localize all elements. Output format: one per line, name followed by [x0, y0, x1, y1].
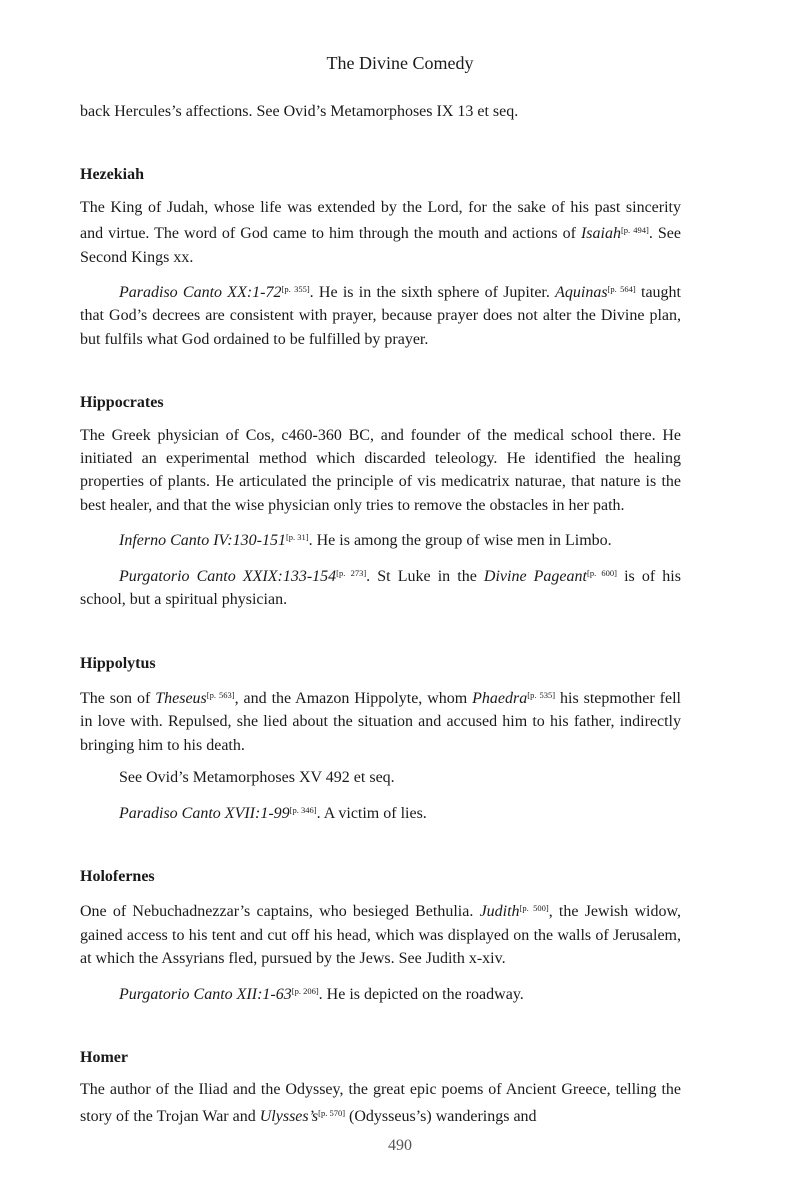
entry-heading-hippocrates: Hippocrates — [80, 394, 164, 412]
page-reference: [p. 500] — [519, 903, 549, 914]
hezekiah-paragraph: The King of Judah, whose life was extended by the Lord, for the sake of his past sincerity and virtue. The word of God came to him through the mouth and actions of Isaiah[p. 494]. See Second Kings xx. — [80, 198, 681, 266]
page-reference: [p. 31] — [285, 532, 309, 543]
hippocrates-paragraph: The Greek physician of Cos, c460-360 BC, and founder of the medical school there. He initiated an experimental method which discarded teleology. He identified the healing properties of plants. He articulated the principle of vis medicatrix naturae, that nature is the best healer, and that the wise physician only tries to remove the obstacles in her path. — [80, 426, 681, 514]
cross-reference-link[interactable]: Paradiso Canto XX:1-72 — [119, 284, 282, 302]
page-reference: [p. 346] — [289, 804, 317, 815]
hippocrates-citation-paragraph: Purgatorio Canto XXIX:133-154[p. 273]. St Luke in the Divine Pageant[p. 600] is of his school, but a spiritual physician. — [80, 567, 681, 609]
page-reference: [p. 570] — [318, 1107, 346, 1118]
cross-reference-link[interactable]: Ulysses’s — [259, 1107, 319, 1125]
hippolytus-paragraph: The son of Theseus[p. 563], and the Amazon Hippolyte, whom Phaedra[p. 535] his stepmother fell in love with. Repulsed, she lied about the situation and accused him to his father, indirectly bringing him to his death. — [80, 689, 681, 754]
cross-reference-link[interactable]: Paradiso Canto XVII:1-99 — [119, 804, 290, 822]
page-reference: [p. 563] — [206, 689, 235, 700]
page-reference: [p. 535] — [527, 689, 556, 700]
cross-reference-link[interactable]: Aquinas — [555, 284, 608, 302]
continued-paragraph: back Hercules’s affections. See Ovid’s Metamorphoses IX 13 et seq. — [80, 103, 519, 120]
cross-reference-link[interactable]: Judith — [479, 903, 520, 921]
hippolytus-citation-paragraph: Paradiso Canto XVII:1-99[p. 346]. A victim of lies. — [119, 804, 427, 822]
hezekiah-citation-paragraph: Paradiso Canto XX:1-72[p. 355]. He is in the sixth sphere of Jupiter. Aquinas[p. 564] taught that God’s decrees are consistent with prayer, because prayer does not alter the Divine plan, but fulfils what God ordained to be fulfilled by prayer. — [80, 284, 681, 348]
cross-reference-link[interactable]: Phaedra — [472, 689, 528, 707]
cross-reference-link[interactable]: Divine Pageant — [483, 567, 587, 585]
entry-heading-hezekiah: Hezekiah — [80, 166, 144, 184]
page-reference: [p. 494] — [620, 225, 649, 236]
cross-reference-link[interactable]: Purgatorio Canto XII:1-63 — [119, 985, 292, 1003]
entry-heading-homer: Homer — [80, 1048, 128, 1066]
page-reference: [p. 564] — [607, 284, 636, 295]
cross-reference-link[interactable]: Isaiah — [580, 225, 621, 243]
homer-paragraph: The author of the Iliad and the Odyssey, the great epic poems of Ancient Greece, telling the story of the Trojan War and Ulysses’s[p. 570] (Odysseus’s) wanderings and — [80, 1081, 681, 1125]
cross-reference-link[interactable]: Purgatorio Canto XXIX:133-154 — [119, 567, 337, 585]
cross-reference-link[interactable]: Inferno Canto IV:130-151 — [119, 532, 286, 550]
page-number: 490 — [388, 1137, 412, 1154]
page-reference: [p. 206] — [291, 985, 319, 996]
entry-heading-hippolytus: Hippolytus — [80, 654, 156, 672]
hippocrates-citation-paragraph: Inferno Canto IV:130-151[p. 31]. He is among the group of wise men in Limbo. — [119, 532, 612, 550]
holofernes-citation-paragraph: Purgatorio Canto XII:1-63[p. 206]. He is depicted on the roadway. — [119, 985, 524, 1003]
running-header: The Divine Comedy — [326, 53, 474, 73]
page-reference: [p. 600] — [586, 567, 617, 578]
page-reference: [p. 273] — [336, 567, 367, 578]
holofernes-paragraph: One of Nebuchadnezzar’s captains, who besieged Bethulia. Judith[p. 500], the Jewish widow, gained access to his tent and cut off his head, which was displayed on the walls of Jerusalem, at which the Assyrians fled, pursued by the Jews. See Judith x-xiv. — [80, 903, 681, 968]
cross-reference-link[interactable]: Theseus — [155, 689, 207, 707]
entry-heading-holofernes: Holofernes — [80, 867, 155, 885]
page-reference: [p. 355] — [281, 284, 310, 295]
page-body — [80, 100, 681, 1128]
hippolytus-see-also: See Ovid’s Metamorphoses XV 492 et seq. — [119, 769, 395, 787]
